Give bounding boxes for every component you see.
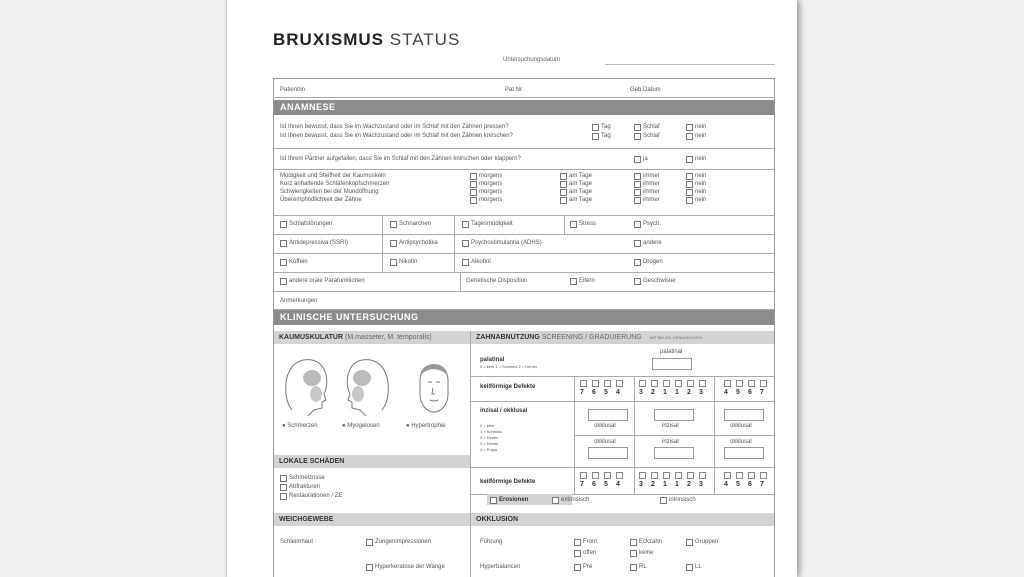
tooth-number: 3 [639, 481, 643, 488]
option-label: intrinsisch [669, 497, 696, 503]
mucosa-label: Schleimhaut [280, 539, 314, 545]
option-label: Tagesmüdigkeit [471, 221, 513, 227]
symptom-label: Überempfindlichkeit der Zähne [280, 197, 362, 203]
s2-day-checkbox[interactable] [560, 181, 567, 188]
option-label: Schlaf [643, 133, 660, 139]
option-label: Nikotin [399, 259, 418, 265]
tooth-number: 4 [616, 389, 620, 396]
option-label: nein [695, 189, 707, 195]
grid-line [471, 401, 774, 402]
tooth-checkbox[interactable] [580, 380, 587, 387]
exam-date-label: Untersuchungsdatum [503, 57, 561, 63]
tooth-checkbox[interactable] [760, 380, 767, 387]
tooth-checkbox[interactable] [663, 472, 670, 479]
bruxism-form [273, 78, 775, 577]
q2-no-checkbox[interactable] [686, 133, 693, 140]
tooth-number: 6 [748, 389, 752, 396]
tooth-checkbox[interactable] [699, 380, 706, 387]
psych-checkbox[interactable] [634, 221, 641, 228]
drugs-checkbox[interactable] [634, 259, 641, 266]
tooth-checkbox[interactable] [663, 380, 670, 387]
tooth-wear-heading: ZAHNABNUTZUNG [476, 334, 540, 341]
tooth-number: 3 [699, 481, 703, 488]
option-label: Schlafstörungen [289, 221, 333, 227]
factors-row-b [274, 234, 774, 254]
column-divider [470, 331, 471, 577]
palatinal-input[interactable] [652, 358, 692, 370]
tooth-checkbox[interactable] [687, 380, 694, 387]
notes-label: Anmerkungen [280, 298, 318, 304]
incisal-label: inzisal [662, 423, 679, 429]
tooth-checkbox[interactable] [724, 472, 731, 479]
occlusal-label: okklusal [730, 439, 752, 445]
option-label: Stress [579, 221, 597, 227]
tooth-checkbox[interactable] [699, 472, 706, 479]
tooth-checkbox[interactable] [760, 472, 767, 479]
symptom-block [274, 169, 774, 216]
scale-item: 0 = kein [480, 423, 495, 428]
tooth-checkbox[interactable] [639, 472, 646, 479]
option-label: immer [643, 181, 660, 187]
tooth-number: 4 [724, 389, 728, 396]
tooth-number: 1 [663, 481, 667, 488]
legend-label: Schmerzen [287, 423, 318, 429]
tongue-impressions-checkbox[interactable] [366, 539, 373, 546]
s3-always-checkbox[interactable] [634, 189, 641, 196]
option-label: RL [639, 564, 647, 570]
tooth-wear-note: MIT BELAG. KENNZEICHEN [649, 335, 702, 340]
clinical-heading: KLINISCHE UNTERSUCHUNG [274, 310, 774, 325]
muscle-section-title [274, 331, 470, 344]
question-partner: Ist Ihrem Partner aufgefallen, dass Sie im Schlaf mit den Zähnen knirschen oder klappern? [280, 156, 521, 162]
tooth-number: 6 [748, 481, 752, 488]
incisal-label: inzisal [662, 439, 679, 445]
restorations-checkbox[interactable] [280, 493, 287, 500]
pre-checkbox[interactable] [574, 564, 581, 571]
legend-label: Hypertrophie [411, 423, 446, 429]
erosion-label: Erosionen [499, 497, 529, 503]
incisal-upper-input[interactable] [654, 409, 694, 421]
tooth-checkbox[interactable] [736, 472, 743, 479]
daytime-fatigue-checkbox[interactable] [462, 221, 469, 228]
legend-hypertrophy: ● Hypertrophie [406, 423, 446, 429]
abfractures-checkbox[interactable] [280, 484, 287, 491]
factors-row-c [274, 253, 774, 273]
scale-item: 1 = Schmelz [480, 429, 503, 434]
incisal-lower-input[interactable] [654, 447, 694, 459]
option-label: andere [643, 240, 662, 246]
option-label: am Tage [569, 189, 592, 195]
divider [382, 234, 383, 253]
muscle-diagram [274, 344, 470, 454]
option-label: Geschwister [643, 278, 677, 284]
option-label: nein [695, 197, 707, 203]
q1-no-checkbox[interactable] [686, 124, 693, 131]
s2-no-checkbox[interactable] [686, 181, 693, 188]
muscle-title: KAUMUSKULATUR [279, 334, 344, 341]
option-label: offen [583, 550, 597, 556]
tooth-number: 2 [651, 481, 655, 488]
option-label: Schlaf [643, 124, 660, 130]
q1-sleep-checkbox[interactable] [634, 124, 641, 131]
stress-checkbox[interactable] [570, 221, 577, 228]
option-label: am Tage [569, 181, 592, 187]
s3-day-checkbox[interactable] [560, 189, 567, 196]
tooth-wear-subtitle: SCREENING / GRADUIERUNG [541, 334, 642, 341]
option-label: Tag [601, 124, 611, 130]
occlusal-upper-left-input[interactable] [724, 409, 764, 421]
tooth-number: 5 [604, 481, 608, 488]
grid-line [471, 376, 774, 377]
occlusal-label: okklusal [730, 423, 752, 429]
snoring-checkbox[interactable] [390, 221, 397, 228]
option-label: immer [643, 173, 660, 179]
wedge-defects-upper-label: keilförmige Defekte [480, 384, 536, 390]
grid-line [471, 467, 774, 468]
option-label: Drogen [643, 259, 663, 265]
option-label: nein [695, 181, 707, 187]
tooth-number: 1 [675, 389, 679, 396]
tooth-checkbox[interactable] [604, 472, 611, 479]
tooth-number: 7 [760, 389, 764, 396]
tooth-number: 4 [724, 481, 728, 488]
option-label: Pre [583, 564, 593, 570]
s2-always-checkbox[interactable] [634, 181, 641, 188]
notes-row[interactable] [274, 291, 774, 310]
option-label: Eltern [579, 278, 595, 284]
balancing-label: Hyperbalancen [480, 564, 521, 570]
page-title: BRUXISMUS STATUS [273, 30, 461, 49]
tooth-checkbox[interactable] [724, 380, 731, 387]
occlusal-lower-left-input[interactable] [724, 447, 764, 459]
tooth-number: 5 [736, 389, 740, 396]
palatinal-title: palatinal [480, 357, 505, 363]
option-label: immer [643, 189, 660, 195]
scale-item: 3 = Dentin [480, 441, 499, 446]
divider [454, 234, 455, 253]
tooth-checkbox[interactable] [736, 380, 743, 387]
siblings-checkbox[interactable] [634, 278, 641, 285]
canine-checkbox[interactable] [630, 539, 637, 546]
genetic-label: Genetische Disposition [466, 278, 528, 284]
incisal-title: inzisal / okklusal [480, 408, 528, 414]
palatinal-mid-label: palatinal [660, 349, 683, 355]
group-checkbox[interactable] [686, 539, 693, 546]
antidepressants-checkbox[interactable] [280, 240, 287, 247]
tooth-checkbox[interactable] [651, 472, 658, 479]
tooth-wear-title [471, 331, 774, 344]
option-label: Abfrakturen [289, 484, 321, 490]
option-label: Restaurationen / ZE [289, 493, 343, 499]
patient-number-label: Pat.Nr. [505, 87, 524, 93]
option-label: Eckzahn [639, 539, 663, 545]
s4-no-checkbox[interactable] [686, 197, 693, 204]
patient-name-label: Patient/in [280, 87, 306, 93]
factors-row-d [274, 272, 774, 292]
none-checkbox[interactable] [630, 550, 637, 557]
tooth-number: 2 [687, 481, 691, 488]
nicotine-checkbox[interactable] [390, 259, 397, 266]
option-label: Gruppen [695, 539, 719, 545]
rl-checkbox[interactable] [630, 564, 637, 571]
tooth-checkbox[interactable] [604, 380, 611, 387]
tooth-checkbox[interactable] [675, 380, 682, 387]
tooth-checkbox[interactable] [651, 380, 658, 387]
local-damage-title: LOKALE SCHÄDEN [274, 455, 470, 468]
option-label: am Tage [569, 173, 592, 179]
option-label: Tag [601, 133, 611, 139]
tooth-number: 6 [592, 389, 596, 396]
option-label: nein [695, 124, 707, 130]
muscle-subtitle: (M.masseter, M. temporalis) [344, 334, 432, 341]
tooth-checkbox[interactable] [592, 380, 599, 387]
option-label: nein [695, 156, 707, 162]
q3-no-checkbox[interactable] [686, 156, 693, 163]
legend-myogelosis: ● Myogelosen [342, 423, 380, 429]
parafunctions-checkbox[interactable] [280, 278, 287, 285]
tooth-checkbox[interactable] [592, 472, 599, 479]
psychostimulants-checkbox[interactable] [462, 240, 469, 247]
option-label: Psychostimulantia (ADHS) [471, 240, 542, 246]
patient-row [274, 79, 774, 98]
s4-day-checkbox[interactable] [560, 197, 567, 204]
occlusal-label: okklusal [594, 439, 616, 445]
head-front-icon [406, 350, 462, 416]
option-label: Alkohol [471, 259, 491, 265]
question-grinding: Ist Ihnen bewusst, dass Sie im Wachzustand oder im Schlaf mit den Zähnen knirschen? [280, 133, 513, 139]
tooth-number: 5 [736, 481, 740, 488]
option-label: immer [643, 197, 660, 203]
tooth-number: 3 [699, 389, 703, 396]
document-page [227, 0, 797, 577]
symptom-label: Schwierigkeiten bei der Mundöffnung [280, 189, 379, 195]
incisal-scale [480, 423, 502, 453]
option-label: morgens [479, 197, 503, 203]
ll-checkbox[interactable] [686, 564, 693, 571]
option-label: morgens [479, 181, 503, 187]
option-label: morgens [479, 173, 503, 179]
option-label: Zungenimpressionen [375, 539, 432, 545]
cheek-hyperkeratosis-checkbox[interactable] [366, 564, 373, 571]
tooth-number: 1 [675, 481, 679, 488]
extrinsic-checkbox[interactable] [552, 497, 559, 504]
tooth-number: 7 [580, 389, 584, 396]
intrinsic-checkbox[interactable] [660, 497, 667, 504]
s4-always-checkbox[interactable] [634, 197, 641, 204]
birthdate-label: Geb.Datum [630, 87, 661, 93]
divider [454, 253, 455, 272]
tooth-checkbox[interactable] [748, 472, 755, 479]
legend-label: Myogelosen [347, 423, 380, 429]
divider [382, 215, 383, 234]
option-label: Hyperkeratose der Wange [375, 564, 445, 570]
s1-always-checkbox[interactable] [634, 173, 641, 180]
symptom-label: Kurz anhaltende Schläfenkopfschmerzen [280, 181, 390, 187]
tooth-checkbox[interactable] [687, 472, 694, 479]
divider [564, 215, 565, 234]
option-label: keine [639, 550, 654, 556]
tooth-number: 5 [604, 389, 608, 396]
s4-morning-checkbox[interactable] [470, 197, 477, 204]
tooth-checkbox[interactable] [616, 380, 623, 387]
tooth-number: 1 [663, 389, 667, 396]
option-label: Antidepressiva (SSRI) [289, 240, 349, 246]
q2-sleep-checkbox[interactable] [634, 133, 641, 140]
divider [382, 253, 383, 272]
divider [460, 272, 461, 291]
tooth-number: 2 [651, 389, 655, 396]
head-side-left-icon [340, 350, 396, 416]
tooth-number: 7 [580, 481, 584, 488]
wedge-defects-lower-label: keilförmige Defekte [480, 479, 536, 485]
option-label: extrinsisch [561, 497, 590, 503]
scale-item: 2 = Dentin [480, 435, 499, 440]
tooth-checkbox[interactable] [580, 472, 587, 479]
option-label: nein [695, 173, 707, 179]
tooth-number: 6 [592, 481, 596, 488]
divider [454, 215, 455, 234]
tooth-checkbox[interactable] [748, 380, 755, 387]
guidance-label: Führung [480, 539, 503, 545]
grid-line [574, 435, 774, 436]
tooth-number: 2 [687, 389, 691, 396]
head-side-right-icon [278, 350, 334, 416]
s1-day-checkbox[interactable] [560, 173, 567, 180]
option-label: Schnarchen [399, 221, 432, 227]
option-label: nein [695, 133, 707, 139]
option-label: Koffein [289, 259, 308, 265]
anamnese-q12 [274, 115, 774, 149]
sleep-disorders-checkbox[interactable] [280, 221, 287, 228]
front-checkbox[interactable] [574, 539, 581, 546]
option-label: ja [643, 156, 648, 162]
alcohol-checkbox[interactable] [462, 259, 469, 266]
s1-no-checkbox[interactable] [686, 173, 693, 180]
other-medication-checkbox[interactable] [634, 240, 641, 247]
option-label: am Tage [569, 197, 592, 203]
caffeine-checkbox[interactable] [280, 259, 287, 266]
anamnese-q3 [274, 148, 774, 170]
antipsychotics-checkbox[interactable] [390, 240, 397, 247]
option-label: Front [583, 539, 598, 545]
parents-checkbox[interactable] [570, 278, 577, 285]
s3-no-checkbox[interactable] [686, 189, 693, 196]
tooth-checkbox[interactable] [675, 472, 682, 479]
occlusal-label: okklusal [594, 423, 616, 429]
tooth-number: 4 [616, 481, 620, 488]
option-label: LL [695, 564, 702, 570]
soft-tissue-title: WEICHGEWEBE [274, 513, 470, 526]
tooth-number: 7 [760, 481, 764, 488]
symptom-label: Müdigkeit und Steifheit der Kaumuskeln [280, 173, 386, 179]
option-label: Antipsychotika [399, 240, 438, 246]
tooth-number: 3 [639, 389, 643, 396]
occlusal-lower-right-input[interactable] [588, 447, 628, 459]
q2-day-checkbox[interactable] [592, 133, 599, 140]
s2-morning-checkbox[interactable] [470, 181, 477, 188]
anamnese-heading: ANAMNESE [274, 100, 774, 115]
erosion-checkbox[interactable] [490, 497, 497, 504]
option-label: Schmelzrisse [289, 475, 325, 481]
palatinal-scale: 0 = kein 1 = Schmelz 2 = Dentin [480, 364, 537, 369]
exam-date-field[interactable] [605, 64, 775, 65]
q1-day-checkbox[interactable] [592, 124, 599, 131]
legend-pain: ● Schmerzen [282, 423, 318, 429]
factors-row-a [274, 215, 774, 235]
option-label: morgens [479, 189, 503, 195]
option-label: andere orale Parafunktionen [289, 278, 365, 284]
question-pressing: Ist Ihnen bewusst, dass Sie im Wachzustand oder im Schlaf mit den Zähnen pressen? [280, 124, 509, 130]
open-checkbox[interactable] [574, 550, 581, 557]
tooth-checkbox[interactable] [616, 472, 623, 479]
occlusal-upper-right-input[interactable] [588, 409, 628, 421]
occlusion-title: OKKLUSION [471, 513, 774, 526]
s3-morning-checkbox[interactable] [470, 189, 477, 196]
option-label: Psych. [643, 221, 662, 227]
q3-yes-checkbox[interactable] [634, 156, 641, 163]
s1-morning-checkbox[interactable] [470, 173, 477, 180]
tooth-checkbox[interactable] [639, 380, 646, 387]
enamel-cracks-checkbox[interactable] [280, 475, 287, 482]
scale-item: 4 = Pulpa [480, 447, 498, 452]
